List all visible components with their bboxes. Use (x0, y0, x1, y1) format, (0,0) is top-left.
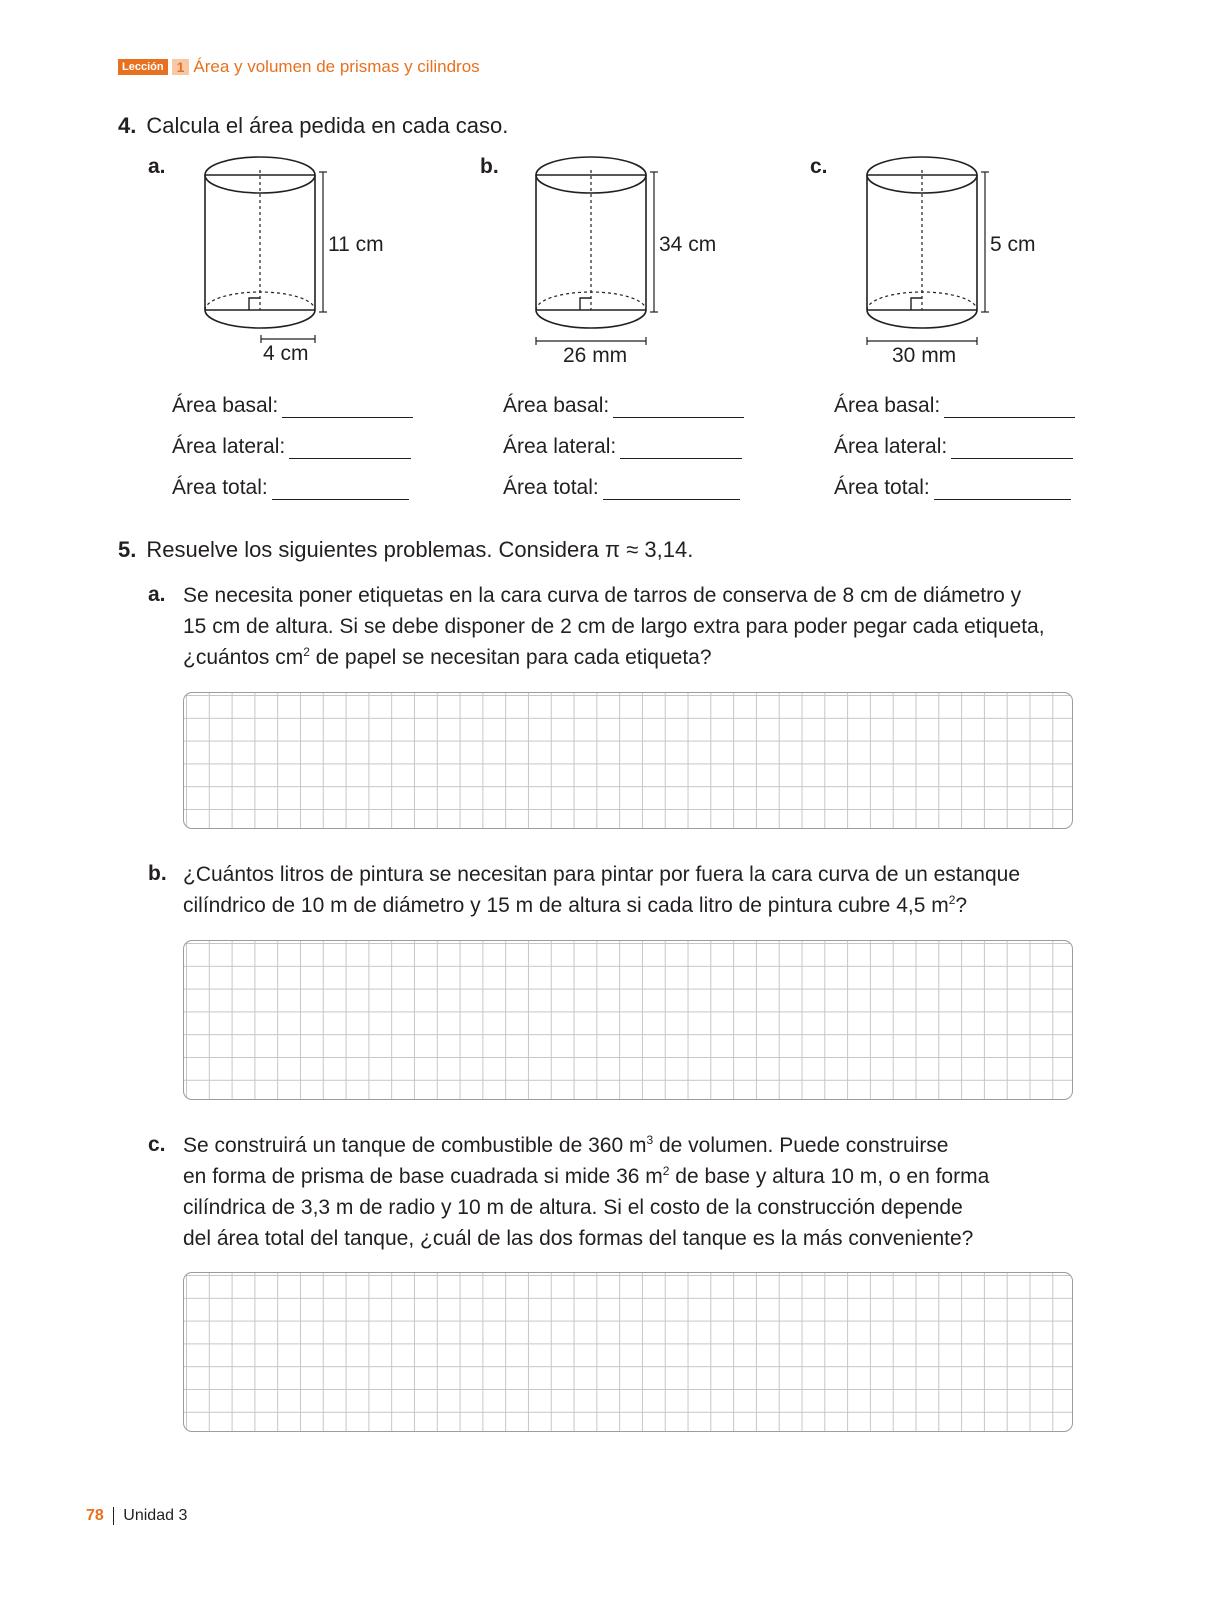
item-5a-line3: ¿cuántos $cm^2$ de papel se necesitan para cada etiqueta? (183, 645, 712, 669)
item-5c-line4: del área total del tanque, ¿cuál de las dos formas del tanque es la más conveniente? (183, 1227, 974, 1250)
page-number: 78 (86, 1507, 104, 1524)
question-4-number: 4. (118, 113, 137, 138)
c-area-basal-field[interactable] (834, 394, 1075, 418)
b-area-lateral-blank[interactable] (620, 440, 742, 459)
c-area-lateral-blank[interactable] (951, 440, 1073, 459)
c-area-basal-label: Área basal: (834, 394, 941, 417)
item-5a-text (183, 580, 1073, 673)
answer-grid-5b[interactable] (183, 940, 1073, 1100)
unit-label: Unidad 3 (123, 1507, 188, 1524)
cylinder-c-base-label: 30 mm (888, 344, 960, 368)
answer-grid-5a[interactable] (183, 692, 1073, 829)
question-5-number: 5. (118, 537, 137, 562)
a-area-total-blank[interactable] (272, 481, 409, 500)
question-5-title (118, 537, 693, 563)
c-area-total-blank[interactable] (934, 481, 1071, 500)
lesson-number: 1 (172, 59, 190, 75)
item-5c-line3: cilíndrica de 3,3 m de radio y 10 m de altura. Si el costo de la construcción depende (183, 1196, 963, 1219)
a-area-lateral-label: Área lateral: (172, 435, 286, 458)
item-5c-line2: en forma de prisma de base cuadrada si mide 36 $m^2$ de base y altura 10 m, o en forma (183, 1164, 990, 1188)
b-area-total-field[interactable] (503, 476, 740, 500)
b-area-basal-field[interactable] (503, 394, 744, 418)
item-5a-line2: 15 cm de altura. Si se debe disponer de 2 cm de largo extra para poder pegar cada etiqueta, (183, 615, 1045, 638)
item-5c-text (183, 1130, 1073, 1254)
c-area-basal-blank[interactable] (944, 399, 1075, 418)
b-area-total-label: Área total: (503, 476, 599, 499)
cylinder-c-height-label: 5 cm (990, 233, 1036, 256)
cylinder-a-height-label: 11 cm (328, 233, 384, 256)
lesson-title: Área y volumen de prismas y cilindros (193, 57, 480, 76)
cylinder-a-base-label: 4 cm (263, 342, 309, 365)
item-5b-line2: cilíndrico de 10 m de diámetro y 15 m de altura si cada litro de pintura cubre 4,5 $m^2$? (183, 893, 968, 917)
lesson-header (118, 57, 480, 77)
cylinder-b-figure (526, 150, 666, 345)
c-area-total-field[interactable] (834, 476, 1071, 500)
a-area-lateral-field[interactable] (172, 435, 411, 459)
b-area-total-blank[interactable] (603, 481, 740, 500)
item-5a-letter: a. (148, 583, 166, 606)
a-area-total-label: Área total: (172, 476, 268, 499)
question-4-title (118, 113, 508, 139)
question-5-text: Resuelve los siguientes problemas. Considera π ≈ 3,14. (146, 537, 694, 562)
a-area-basal-field[interactable] (172, 394, 413, 418)
item-4a-letter: a. (148, 155, 166, 178)
lesson-badge: Lección (118, 59, 168, 75)
b-area-lateral-label: Área lateral: (503, 435, 617, 458)
c-area-total-label: Área total: (834, 476, 930, 499)
b-area-basal-label: Área basal: (503, 394, 610, 417)
a-area-total-field[interactable] (172, 476, 409, 500)
item-5b-letter: b. (148, 862, 167, 885)
c-area-lateral-label: Área lateral: (834, 435, 948, 458)
a-area-lateral-blank[interactable] (289, 440, 411, 459)
item-5a-line1: Se necesita poner etiquetas en la cara curva de tarros de conserva de 8 cm de diámetro y (183, 584, 1022, 607)
a-area-basal-blank[interactable] (282, 399, 413, 418)
cylinder-b-base-label: 26 mm (559, 344, 631, 368)
b-area-basal-blank[interactable] (613, 399, 744, 418)
item-4c-letter: c. (810, 155, 828, 178)
a-area-basal-label: Área basal: (172, 394, 279, 417)
cylinder-a-figure (195, 150, 335, 345)
item-5b-text (183, 859, 1073, 921)
question-4-text: Calcula el área pedida en cada caso. (146, 113, 509, 138)
item-4b-letter: b. (480, 155, 499, 178)
cylinder-c-figure (857, 150, 997, 345)
item-5c-letter: c. (148, 1133, 166, 1156)
cylinder-b-height-label: 34 cm (659, 233, 717, 256)
answer-grid-5c[interactable] (183, 1272, 1073, 1432)
item-5b-line1: ¿Cuántos litros de pintura se necesitan para pintar por fuera la cara curva de un estanque (183, 863, 1020, 886)
item-5c-line1: Se construirá un tanque de combustible de 360 $m^3$ de volumen. Puede construirse (183, 1133, 949, 1157)
page-footer (86, 1507, 187, 1525)
c-area-lateral-field[interactable] (834, 435, 1073, 459)
footer-divider (113, 1507, 115, 1525)
b-area-lateral-field[interactable] (503, 435, 742, 459)
